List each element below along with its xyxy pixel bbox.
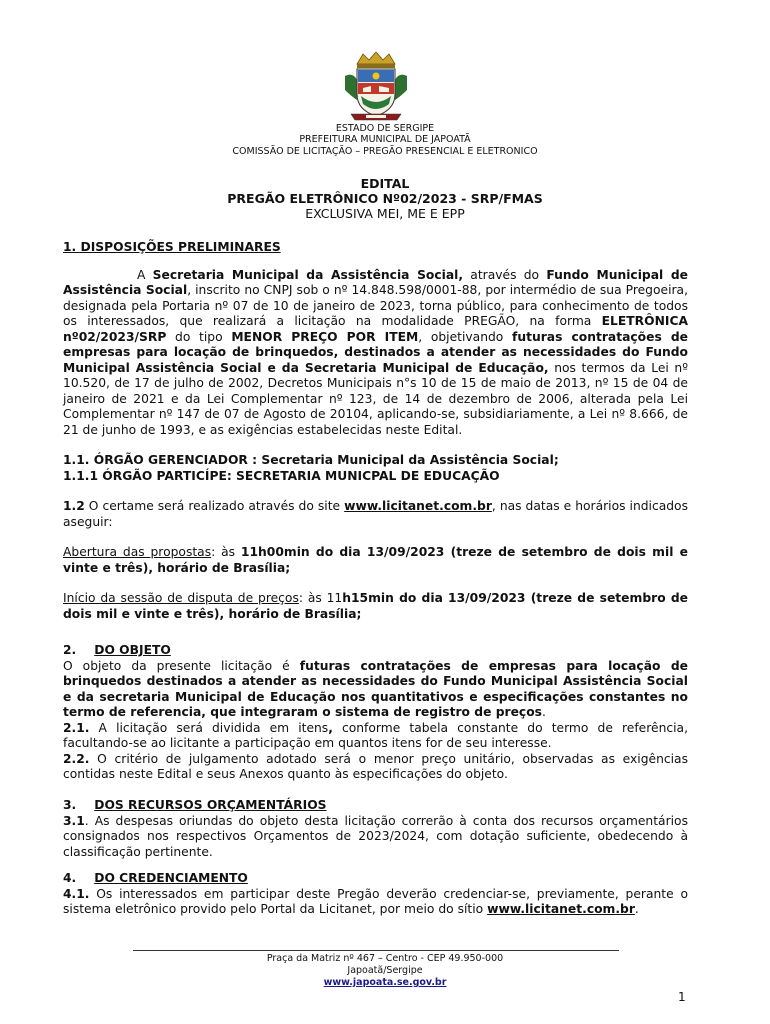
- header-prefeitura: PREFEITURA MUNICIPAL DE JAPOATÃ: [299, 134, 471, 145]
- orgao-gerenciador: 1.1. ÓRGÃO GERENCIADOR : Secretaria Municipal da Assistência Social;: [63, 453, 559, 467]
- section-3-heading: 3. DOS RECURSOS ORÇAMENTÁRIOS: [63, 798, 327, 812]
- licitanet-link[interactable]: www.licitanet.com.br: [344, 499, 492, 513]
- footer-site-link[interactable]: www.japoata.se.gov.br: [323, 977, 447, 988]
- section-1-paragraph: A Secretaria Municipal da Assistência Social, através do Fundo Municipal de Assistência Social, inscrito no CNPJ sob o nº 14.848.598/0001-88, por intermédio de sua Pregoeira, designada pela Portaria nº 07 de 10 de janeiro de 2023, torna público, para conhecimento de todos os interessados, que realizará a licitação na modalidade PREGÃO, na forma ELETRÔNICA nº02/2023/SRP do tipo MENOR PREÇO POR ITEM, objetivando futuras contratações de empresas para locação de brinquedos, destinados a atender as necessidades do Fundo Municipal Assistência Social e da Secretaria Municipal de Educação, nos termos da Lei nº 10.520, de 17 de julho de 2002, Decretos Municipais n°s 10 de 15 de maio de 2013, nº 15 de 04 de janeiro de 2021 e da Lei Complementar nº 123, de 14 de dezembro de 2006, alterada pela Lei Complementar nº 147 de 07 de Agosto de 20104, aplicando-se, subsidiariamente, a Lei nº 8.666, de 21 de junho de 1993, e as exigências estabelecidas neste Edital.: [63, 267, 688, 437]
- section-4-heading: 4. DO CREDENCIAMENTO: [63, 871, 248, 885]
- title-pregao: PREGÃO ELETRÔNICO Nº02/2023 - SRP/FMAS: [227, 191, 543, 206]
- item-3-1: 3.1. As despesas oriundas do objeto desta licitação correrão à conta dos recursos orçamentários consignados nos respectivos Orçamentos de 2023/2024, com dotação suficiente, obedecendo à classificação pertinente.: [63, 813, 688, 859]
- header-state: ESTADO DE SERGIPE: [335, 123, 435, 134]
- page-number: 1: [678, 990, 686, 1004]
- title-edital: EDITAL: [360, 176, 410, 191]
- footer-city: Japoatã/Sergipe: [347, 965, 423, 976]
- section-4: [63, 871, 688, 918]
- footer-divider: [133, 950, 619, 951]
- section-1-heading: 1. DISPOSIÇÕES PRELIMINARES: [63, 240, 281, 254]
- inicio-sessao: Início da sessão de disputa de preços: às 11h15min do dia 13/09/2023 (treze de setembro de dois mil e vinte e três), horário de Brasília;: [63, 591, 688, 621]
- item-2-1: 2.1. A licitação será dividida em itens, conforme tabela constante do termo de referência, facultando-se ao licitante a participação em quantos itens for de seu interesse.: [63, 720, 688, 750]
- abertura-propostas: Abertura das propostas: às 11h00min do dia 13/09/2023 (treze de setembro de dois mil e vinte e três), horário de Brasília;: [63, 545, 688, 575]
- section-2-paragraph: O objeto da presente licitação é futuras contratações de empresas para locação de brinquedos destinados a atender as necessidades do Fundo Municipal Assistência Social e da secretaria Municipal de Educação nos quantitativos e especificações constantes no termo de referencia, que integraram o sistema de registro de preços.: [63, 658, 688, 719]
- title-exclusiva: EXCLUSIVA MEI, ME E EPP: [305, 206, 465, 221]
- section-2: [63, 643, 688, 783]
- section-1: [63, 240, 688, 622]
- header-comissao: COMISSÃO DE LICITAÇÃO – PREGÃO PRESENCIAL E ELETRONICO: [232, 146, 538, 157]
- licitanet-link-2[interactable]: www.licitanet.com.br: [487, 902, 635, 916]
- section-2-heading: 2. DO OBJETO: [63, 643, 171, 657]
- item-4-1: 4.1. Os interessados em participar deste Pregão deverão credenciar-se, previamente, perante o sistema eletrônico provido pelo Portal da Licitanet, por meio do sítio www.licitanet.com.br.: [63, 886, 688, 916]
- footer-site: [0, 977, 770, 989]
- item-1-2: 1.2 O certame será realizado através do site www.licitanet.com.br, nas datas e horários indicados aseguir:: [63, 499, 688, 529]
- section-3: [63, 798, 688, 860]
- item-2-2: 2.2. O critério de julgamento adotado será o menor preço unitário, observadas as exigências contidas neste Edital e seus Anexos quanto às especificações do objeto.: [63, 751, 688, 781]
- coat-of-arms-icon: [343, 50, 409, 124]
- orgao-participe: 1.1.1 ÓRGÃO PARTICÍPE: SECRETARIA MUNICPAL DE EDUCAÇÃO: [63, 468, 500, 483]
- footer-address: Praça da Matriz nº 467 – Centro - CEP 49.950-000: [266, 953, 504, 964]
